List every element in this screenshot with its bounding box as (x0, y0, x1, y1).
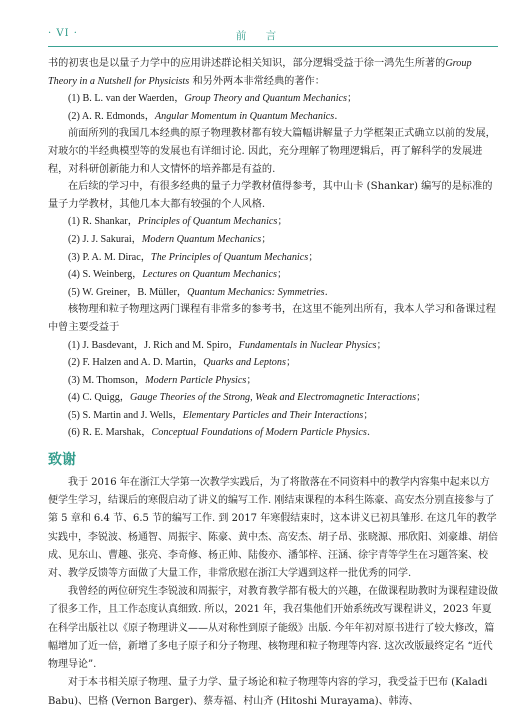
reference-author: S. Martin and J. Wells， (82, 409, 183, 421)
reference-end: ； (285, 357, 297, 369)
reference-title: Fundamentals in Nuclear Physics (238, 339, 377, 351)
reference-author: B. L. van der Waerden， (82, 93, 185, 105)
reference-title: Elementary Particles and Their Interactions (182, 409, 364, 421)
reference-end: ； (416, 392, 427, 404)
reference-title: Quantum Mechanics: Symmetries (187, 286, 325, 298)
reference-end: ； (276, 269, 288, 281)
reference-author: R. E. Marshak， (82, 427, 152, 439)
reference-end: ； (261, 233, 272, 245)
reference-number: (3) (68, 374, 83, 386)
paragraph-qm-texts: 在后续的学习中，有很多经典的量子力学教材值得参考，其中山卡 (Shankar) 编写的是标准的量子力学教材，其他几本大都有较强的个人风格. (48, 181, 493, 210)
reference-list-nuclear-particle (48, 337, 498, 443)
ack-paragraph-1: 我于 2016 年在浙江大学第一次教学实践后，为了将散落在不同资料中的教学内容集中起来以方便学生学习，结课后的寒假启动了讲义的编写工作. 刚结束课程的本科生陈豪、高安杰分别直接参与了第 5 章和 6.4 节、6.5 节的编写工作. 到 2017 年寒假结束时，这本讲义已初具雏形. 在这几年的教学实践中，李锐波、杨通智、周振宇、陈豪、黄中杰、高安杰、胡子昂、张晓源、邢欣阳、刘豪雄、胡倍成、见东山、曹趣、张亮、李奇修、杨正帅、陆俊亦、潘邹梓、汪涵、徐宇青等学生在习题答案、校对、教学反馈等方面做了大量工作，非常欣慰在浙江大学遇到这样一批优秀的同学. (48, 477, 498, 580)
ack-paragraph-2: 我曾经的两位研究生李锐波和周振宇，对教育教学都有极大的兴趣，在做课程助教时为课程建设做了很多工作，且工作态度认真细致. 所以，2021 年，我召集他们开始系统改写课程讲义，2023 年夏在科学出版社以《原子物理讲义——从对称性到原子能级》出版. 今年年初对原书进行了较大修改，篇幅增加了近一倍，新增了多电子原子和分子物理、核物理和粒子物理等内容. 这次改版最终定名 “近代物理导论”. (48, 586, 498, 671)
reference-title: Gauge Theories of the Strong, Weak and Electromagnetic Interactions (129, 392, 417, 404)
reference-end: ； (246, 374, 257, 386)
reference-item (48, 266, 498, 284)
reference-author: M. Thomson， (82, 374, 146, 386)
reference-list-quantum-mechanics (48, 213, 498, 301)
reference-author: J. Basdevant，J. Rich and M. Spiro， (82, 339, 239, 351)
reference-author: W. Greiner，B. Müller， (82, 286, 188, 298)
page-number: · VI · (48, 28, 78, 39)
reference-author: R. Shankar， (82, 216, 138, 228)
reference-title: Principles of Quantum Mechanics (137, 216, 278, 228)
reference-item (48, 213, 498, 231)
reference-author: P. A. M. Dirac， (82, 251, 151, 263)
reference-end: ； (347, 93, 358, 105)
reference-title: Modern Quantum Mechanics (141, 233, 262, 245)
reference-title: The Principles of Quantum Mechanics (150, 251, 309, 263)
reference-end: . (366, 427, 371, 439)
reference-item (48, 407, 498, 425)
reference-title: Conceptual Foundations of Modern Particle Physics (151, 427, 367, 439)
reference-item (48, 108, 498, 126)
reference-number: (1) (68, 93, 83, 105)
reference-number: (4) (68, 392, 83, 404)
reference-item (48, 284, 498, 302)
reference-item (48, 372, 498, 390)
reference-item (48, 249, 498, 267)
reference-item (48, 90, 498, 108)
reference-number: (2) (68, 357, 83, 369)
reference-list-group-theory (48, 90, 498, 125)
page-body (48, 55, 498, 711)
reference-number: (2) (68, 110, 82, 122)
reference-item (48, 231, 498, 249)
reference-number: (2) (68, 233, 83, 245)
book-title: Group Theory in a Nutshell for Physicists (48, 58, 472, 87)
reference-title: Lectures on Quantum Mechanics (142, 269, 277, 281)
reference-end: ； (376, 339, 387, 351)
acknowledgement-heading: 致谢 (48, 452, 76, 469)
reference-number: (4) (68, 269, 83, 281)
reference-number: (1) (68, 339, 83, 351)
reference-author: J. J. Sakurai， (82, 233, 142, 245)
reference-number: (3) (68, 251, 83, 263)
reference-item (48, 354, 498, 372)
reference-end: ； (277, 216, 288, 228)
header-rule (48, 46, 498, 47)
reference-author: C. Quigg， (82, 392, 130, 404)
reference-title: Modern Particle Physics (145, 374, 247, 386)
reference-author: S. Weinberg， (82, 269, 143, 281)
reference-author: F. Halzen and A. D. Martin， (82, 357, 204, 369)
reference-end: ； (308, 251, 319, 263)
reference-author: A. R. Edmonds， (81, 110, 155, 122)
reference-number: (1) (68, 216, 83, 228)
reference-end: . (334, 110, 338, 122)
reference-item (48, 424, 498, 442)
ack-paragraph-3: 对于本书相关原子物理、量子力学、量子场论和粒子物理等内容的学习，我受益于巴布 (Kaladi Babu)、巴格 (Vernon Barger)、蔡寿福、村山齐 (Hitoshi Murayama)、韩涛、 (48, 677, 488, 707)
reference-end: . (324, 286, 328, 298)
reference-number: (6) (68, 427, 83, 439)
reference-end: ； (363, 409, 374, 421)
paragraph-nuclear-texts: 核物理和粒子物理这两门课程有非常多的参考书，在这里不能列出所有，我本人学习和备课过程中曾主要受益于 (48, 304, 496, 333)
reference-item (48, 337, 498, 355)
reference-title: Angular Momentum in Quantum Mechanics (154, 110, 335, 122)
reference-item (48, 389, 498, 407)
reference-title: Group Theory and Quantum Mechanics (184, 93, 348, 105)
acknowledgement-section (48, 474, 498, 711)
running-title: 前 言 (235, 30, 285, 42)
reference-number: (5) (68, 409, 83, 421)
intro-paragraph: 书的初衷也是以量子力学中的应用讲述群论相关知识，部分逻辑受益于徐一鸿先生所著的Group Theory in a Nutshell for Physicists 和另外两本非常经典的著作： (48, 58, 472, 87)
reference-number: (5) (68, 286, 83, 298)
page-header (0, 28, 520, 44)
paragraph-atomic-texts: 前面所列的我国几本经典的原子物理教材都有较大篇幅讲解量子力学框架正式确立以前的发展，对玻尔的半经典模型等的发展也有详细讨论. 因此，充分理解了物理逻辑后，再了解科学的发展进程，对科研创新能力和人文情怀的培养都是有益的. (48, 128, 496, 175)
reference-title: Quarks and Leptons (203, 357, 286, 369)
